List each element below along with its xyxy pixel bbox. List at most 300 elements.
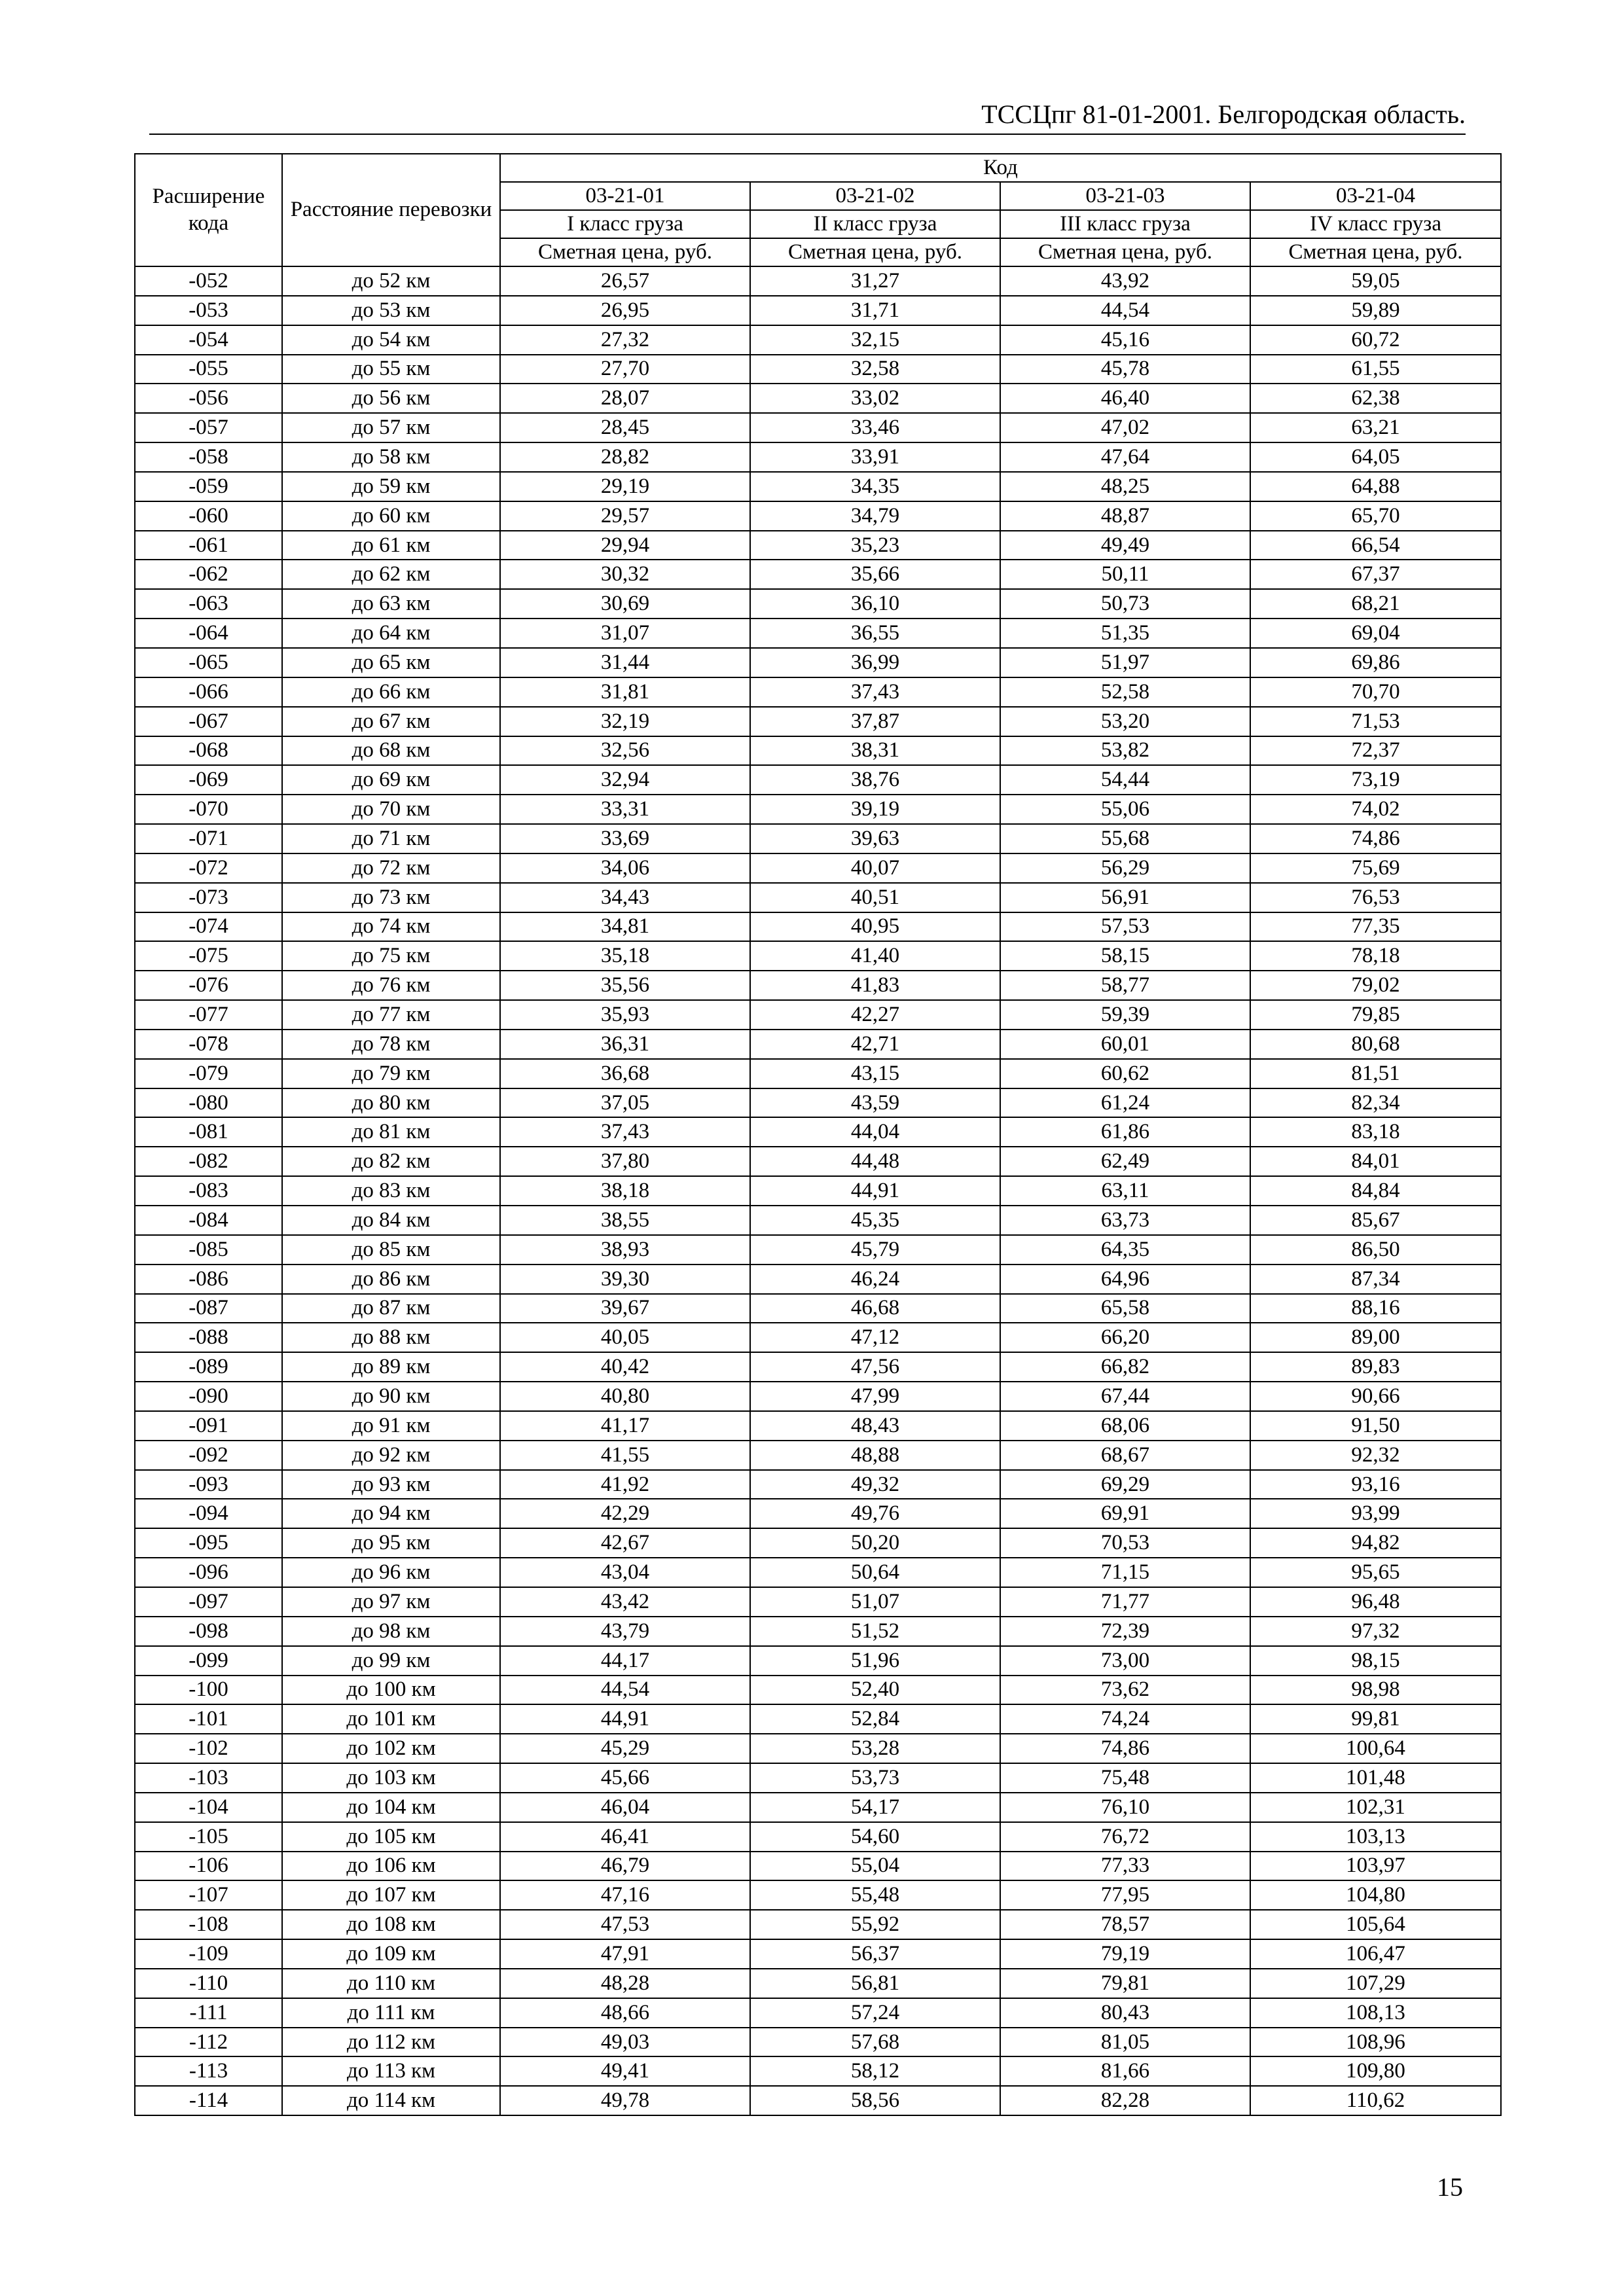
price-class-4-cell: 105,64 <box>1250 1910 1501 1939</box>
table-row <box>135 619 1501 648</box>
code-extension-cell: -093 <box>135 1470 282 1499</box>
table-body <box>135 266 1501 2115</box>
price-class-3-cell: 75,48 <box>1000 1763 1250 1793</box>
code-extension-cell: -097 <box>135 1587 282 1617</box>
price-class-2-cell: 46,68 <box>750 1294 1000 1323</box>
price-class-3-cell: 48,87 <box>1000 501 1250 531</box>
distance-cell: до 71 км <box>282 824 500 853</box>
price-class-4-cell: 106,47 <box>1250 1939 1501 1969</box>
price-class-2-cell: 33,02 <box>750 384 1000 413</box>
price-class-2-cell: 50,20 <box>750 1528 1000 1558</box>
code-extension-cell: -110 <box>135 1969 282 1998</box>
table-row <box>135 1822 1501 1852</box>
price-class-4-cell: 71,53 <box>1250 707 1501 736</box>
price-class-2-cell: 55,48 <box>750 1880 1000 1910</box>
code-extension-cell: -069 <box>135 765 282 795</box>
price-class-3-cell: 53,82 <box>1000 736 1250 766</box>
distance-cell: до 84 км <box>282 1206 500 1235</box>
table-row <box>135 325 1501 355</box>
page-number: 15 <box>1437 2172 1463 2202</box>
price-class-1-cell: 38,18 <box>500 1176 750 1206</box>
price-class-1-cell: 44,91 <box>500 1704 750 1734</box>
price-class-3-cell: 57,53 <box>1000 912 1250 942</box>
table-row <box>135 1910 1501 1939</box>
code-extension-cell: -058 <box>135 442 282 472</box>
price-class-3-cell: 68,06 <box>1000 1411 1250 1441</box>
table-row <box>135 1704 1501 1734</box>
price-class-1-cell: 40,80 <box>500 1382 750 1411</box>
distance-cell: до 77 км <box>282 1000 500 1030</box>
price-class-4-cell: 65,70 <box>1250 501 1501 531</box>
price-class-4-cell: 104,80 <box>1250 1880 1501 1910</box>
price-class-3-cell: 72,39 <box>1000 1617 1250 1646</box>
price-class-2-cell: 51,52 <box>750 1617 1000 1646</box>
price-class-1-cell: 42,29 <box>500 1499 750 1528</box>
distance-cell: до 95 км <box>282 1528 500 1558</box>
code-extension-cell: -053 <box>135 296 282 325</box>
distance-cell: до 68 км <box>282 736 500 766</box>
col-header-extension: Расширение кода <box>135 154 282 266</box>
price-class-4-cell: 80,68 <box>1250 1030 1501 1059</box>
code-extension-cell: -103 <box>135 1763 282 1793</box>
distance-cell: до 94 км <box>282 1499 500 1528</box>
code-extension-cell: -084 <box>135 1206 282 1235</box>
distance-cell: до 60 км <box>282 501 500 531</box>
price-class-2-cell: 58,12 <box>750 2056 1000 2086</box>
price-class-2-cell: 36,10 <box>750 589 1000 619</box>
table-row <box>135 1294 1501 1323</box>
price-class-4-cell: 61,55 <box>1250 355 1501 384</box>
distance-cell: до 63 км <box>282 589 500 619</box>
price-class-2-cell: 55,92 <box>750 1910 1000 1939</box>
code-extension-cell: -063 <box>135 589 282 619</box>
document-title: ТССЦпг 81-01-2001. Белгородская область. <box>981 99 1466 129</box>
table-row <box>135 707 1501 736</box>
table-row <box>135 824 1501 853</box>
price-class-3-cell: 76,72 <box>1000 1822 1250 1852</box>
price-table <box>134 153 1502 2116</box>
price-class-1-cell: 47,53 <box>500 1910 750 1939</box>
distance-cell: до 98 км <box>282 1617 500 1646</box>
price-class-4-cell: 78,18 <box>1250 941 1501 971</box>
price-class-1-cell: 31,07 <box>500 619 750 648</box>
code-extension-cell: -075 <box>135 941 282 971</box>
distance-cell: до 109 км <box>282 1939 500 1969</box>
price-class-1-cell: 26,95 <box>500 296 750 325</box>
price-class-1-cell: 35,18 <box>500 941 750 971</box>
code-extension-cell: -109 <box>135 1939 282 1969</box>
price-class-4-cell: 99,81 <box>1250 1704 1501 1734</box>
price-class-2-cell: 33,91 <box>750 442 1000 472</box>
table-row <box>135 941 1501 971</box>
price-class-2-cell: 35,23 <box>750 531 1000 560</box>
distance-cell: до 105 км <box>282 1822 500 1852</box>
code-extension-cell: -106 <box>135 1852 282 1881</box>
distance-cell: до 59 км <box>282 472 500 501</box>
price-class-3-cell: 43,92 <box>1000 266 1250 296</box>
price-class-3-cell: 79,81 <box>1000 1969 1250 1998</box>
price-class-1-cell: 37,05 <box>500 1088 750 1118</box>
distance-cell: до 107 км <box>282 1880 500 1910</box>
distance-cell: до 66 км <box>282 677 500 707</box>
table-row <box>135 1646 1501 1676</box>
table-row <box>135 1265 1501 1294</box>
price-class-3-cell: 64,35 <box>1000 1235 1250 1265</box>
table-row <box>135 736 1501 766</box>
price-class-2-cell: 56,37 <box>750 1939 1000 1969</box>
price-class-2-cell: 53,73 <box>750 1763 1000 1793</box>
price-class-1-cell: 29,94 <box>500 531 750 560</box>
price-class-1-cell: 44,17 <box>500 1646 750 1676</box>
price-class-1-cell: 43,42 <box>500 1587 750 1617</box>
price-class-4-cell: 86,50 <box>1250 1235 1501 1265</box>
price-class-4-cell: 74,86 <box>1250 824 1501 853</box>
price-class-2-cell: 46,24 <box>750 1265 1000 1294</box>
price-class-1-cell: 27,32 <box>500 325 750 355</box>
price-class-2-cell: 42,71 <box>750 1030 1000 1059</box>
table-row <box>135 883 1501 912</box>
price-class-4-cell: 75,69 <box>1250 853 1501 883</box>
price-class-4-cell: 69,86 <box>1250 648 1501 677</box>
price-class-4-cell: 100,64 <box>1250 1734 1501 1763</box>
price-class-3-cell: 74,24 <box>1000 1704 1250 1734</box>
price-label: Сметная цена, руб. <box>1000 238 1250 266</box>
distance-cell: до 62 км <box>282 560 500 589</box>
price-class-2-cell: 51,96 <box>750 1646 1000 1676</box>
price-class-4-cell: 81,51 <box>1250 1059 1501 1088</box>
distance-cell: до 90 км <box>282 1382 500 1411</box>
price-class-2-cell: 53,28 <box>750 1734 1000 1763</box>
price-class-4-cell: 87,34 <box>1250 1265 1501 1294</box>
code-extension-cell: -092 <box>135 1441 282 1470</box>
price-class-4-cell: 83,18 <box>1250 1117 1501 1147</box>
price-class-4-cell: 62,38 <box>1250 384 1501 413</box>
price-class-3-cell: 67,44 <box>1000 1382 1250 1411</box>
distance-cell: до 102 км <box>282 1734 500 1763</box>
price-class-4-cell: 59,89 <box>1250 296 1501 325</box>
price-class-4-cell: 68,21 <box>1250 589 1501 619</box>
price-class-1-cell: 39,30 <box>500 1265 750 1294</box>
code-extension-cell: -083 <box>135 1176 282 1206</box>
price-class-4-cell: 79,85 <box>1250 1000 1501 1030</box>
code-extension-cell: -074 <box>135 912 282 942</box>
price-class-3-cell: 50,73 <box>1000 589 1250 619</box>
code-extension-cell: -089 <box>135 1352 282 1382</box>
distance-cell: до 99 км <box>282 1646 500 1676</box>
price-class-1-cell: 28,82 <box>500 442 750 472</box>
price-class-2-cell: 54,17 <box>750 1793 1000 1822</box>
price-class-1-cell: 40,05 <box>500 1323 750 1352</box>
price-class-3-cell: 63,73 <box>1000 1206 1250 1235</box>
price-class-4-cell: 66,54 <box>1250 531 1501 560</box>
distance-cell: до 73 км <box>282 883 500 912</box>
class-code: 03-21-02 <box>750 182 1000 210</box>
price-class-1-cell: 34,43 <box>500 883 750 912</box>
code-extension-cell: -056 <box>135 384 282 413</box>
price-label: Сметная цена, руб. <box>500 238 750 266</box>
price-class-4-cell: 88,16 <box>1250 1294 1501 1323</box>
distance-cell: до 55 км <box>282 355 500 384</box>
table-row <box>135 1323 1501 1352</box>
code-extension-cell: -077 <box>135 1000 282 1030</box>
distance-cell: до 108 км <box>282 1910 500 1939</box>
price-class-4-cell: 93,16 <box>1250 1470 1501 1499</box>
distance-cell: до 64 км <box>282 619 500 648</box>
distance-cell: до 100 км <box>282 1676 500 1705</box>
code-extension-cell: -086 <box>135 1265 282 1294</box>
price-class-4-cell: 109,80 <box>1250 2056 1501 2086</box>
table-row <box>135 765 1501 795</box>
price-class-3-cell: 49,49 <box>1000 531 1250 560</box>
price-class-1-cell: 46,04 <box>500 1793 750 1822</box>
price-class-1-cell: 34,81 <box>500 912 750 942</box>
table-row <box>135 1793 1501 1822</box>
col-header-code-group: Код <box>500 154 1501 182</box>
price-class-4-cell: 101,48 <box>1250 1763 1501 1793</box>
distance-cell: до 93 км <box>282 1470 500 1499</box>
distance-cell: до 85 км <box>282 1235 500 1265</box>
price-class-2-cell: 36,99 <box>750 648 1000 677</box>
table-row <box>135 1382 1501 1411</box>
price-class-3-cell: 66,20 <box>1000 1323 1250 1352</box>
col-header-distance: Расстояние перевозки <box>282 154 500 266</box>
price-class-4-cell: 67,37 <box>1250 560 1501 589</box>
price-class-4-cell: 103,97 <box>1250 1852 1501 1881</box>
price-class-3-cell: 64,96 <box>1000 1265 1250 1294</box>
price-class-1-cell: 32,56 <box>500 736 750 766</box>
price-class-2-cell: 40,95 <box>750 912 1000 942</box>
table-row <box>135 1470 1501 1499</box>
distance-cell: до 87 км <box>282 1294 500 1323</box>
distance-cell: до 69 км <box>282 765 500 795</box>
distance-cell: до 114 км <box>282 2086 500 2115</box>
price-class-4-cell: 93,99 <box>1250 1499 1501 1528</box>
price-class-2-cell: 48,43 <box>750 1411 1000 1441</box>
price-class-1-cell: 35,56 <box>500 971 750 1000</box>
price-class-2-cell: 49,76 <box>750 1499 1000 1528</box>
distance-cell: до 70 км <box>282 795 500 824</box>
price-class-3-cell: 70,53 <box>1000 1528 1250 1558</box>
price-class-1-cell: 43,79 <box>500 1617 750 1646</box>
price-class-3-cell: 58,77 <box>1000 971 1250 1000</box>
distance-cell: до 96 км <box>282 1558 500 1587</box>
code-extension-cell: -079 <box>135 1059 282 1088</box>
price-class-2-cell: 40,07 <box>750 853 1000 883</box>
price-class-3-cell: 51,35 <box>1000 619 1250 648</box>
price-class-3-cell: 74,86 <box>1000 1734 1250 1763</box>
price-class-1-cell: 31,44 <box>500 648 750 677</box>
price-class-4-cell: 85,67 <box>1250 1206 1501 1235</box>
price-class-3-cell: 47,02 <box>1000 413 1250 442</box>
code-extension-cell: -061 <box>135 531 282 560</box>
cargo-class: II класс груза <box>750 210 1000 238</box>
code-extension-cell: -068 <box>135 736 282 766</box>
table-row <box>135 296 1501 325</box>
price-class-4-cell: 94,82 <box>1250 1528 1501 1558</box>
code-extension-cell: -104 <box>135 1793 282 1822</box>
code-extension-cell: -088 <box>135 1323 282 1352</box>
distance-cell: до 72 км <box>282 853 500 883</box>
price-class-2-cell: 45,79 <box>750 1235 1000 1265</box>
code-extension-cell: -062 <box>135 560 282 589</box>
price-class-1-cell: 37,43 <box>500 1117 750 1147</box>
price-class-4-cell: 84,84 <box>1250 1176 1501 1206</box>
price-class-2-cell: 37,43 <box>750 677 1000 707</box>
table-row <box>135 589 1501 619</box>
code-extension-cell: -099 <box>135 1646 282 1676</box>
cargo-class: III класс груза <box>1000 210 1250 238</box>
price-class-4-cell: 63,21 <box>1250 413 1501 442</box>
price-class-1-cell: 29,57 <box>500 501 750 531</box>
price-class-1-cell: 32,19 <box>500 707 750 736</box>
price-class-2-cell: 31,27 <box>750 266 1000 296</box>
table-row <box>135 1059 1501 1088</box>
price-class-4-cell: 77,35 <box>1250 912 1501 942</box>
code-extension-cell: -087 <box>135 1294 282 1323</box>
price-class-1-cell: 31,81 <box>500 677 750 707</box>
price-class-3-cell: 82,28 <box>1000 2086 1250 2115</box>
price-label: Сметная цена, руб. <box>1250 238 1501 266</box>
price-class-1-cell: 48,28 <box>500 1969 750 1998</box>
distance-cell: до 56 км <box>282 384 500 413</box>
price-class-4-cell: 64,88 <box>1250 472 1501 501</box>
distance-cell: до 113 км <box>282 2056 500 2086</box>
price-class-2-cell: 44,91 <box>750 1176 1000 1206</box>
price-class-1-cell: 33,31 <box>500 795 750 824</box>
table-row <box>135 2056 1501 2086</box>
price-class-4-cell: 110,62 <box>1250 2086 1501 2115</box>
code-extension-cell: -080 <box>135 1088 282 1118</box>
price-class-4-cell: 60,72 <box>1250 325 1501 355</box>
distance-cell: до 103 км <box>282 1763 500 1793</box>
price-class-3-cell: 52,58 <box>1000 677 1250 707</box>
distance-cell: до 53 км <box>282 296 500 325</box>
price-class-2-cell: 54,60 <box>750 1822 1000 1852</box>
price-class-2-cell: 41,83 <box>750 971 1000 1000</box>
table-row <box>135 413 1501 442</box>
price-class-2-cell: 41,40 <box>750 941 1000 971</box>
distance-cell: до 97 км <box>282 1587 500 1617</box>
price-class-1-cell: 30,69 <box>500 589 750 619</box>
price-class-3-cell: 77,95 <box>1000 1880 1250 1910</box>
table-row <box>135 1499 1501 1528</box>
distance-cell: до 89 км <box>282 1352 500 1382</box>
price-class-1-cell: 41,92 <box>500 1470 750 1499</box>
price-class-1-cell: 28,45 <box>500 413 750 442</box>
table-row <box>135 1558 1501 1587</box>
table-row <box>135 1676 1501 1705</box>
price-class-3-cell: 46,40 <box>1000 384 1250 413</box>
distance-cell: до 79 км <box>282 1059 500 1088</box>
distance-cell: до 76 км <box>282 971 500 1000</box>
table-row <box>135 1441 1501 1470</box>
price-class-1-cell: 27,70 <box>500 355 750 384</box>
code-extension-cell: -112 <box>135 2028 282 2057</box>
price-class-1-cell: 29,19 <box>500 472 750 501</box>
table-row <box>135 560 1501 589</box>
price-class-4-cell: 95,65 <box>1250 1558 1501 1587</box>
table-row <box>135 853 1501 883</box>
code-extension-cell: -113 <box>135 2056 282 2086</box>
price-class-4-cell: 97,32 <box>1250 1617 1501 1646</box>
table-row <box>135 1030 1501 1059</box>
class-code: 03-21-04 <box>1250 182 1501 210</box>
price-class-3-cell: 51,97 <box>1000 648 1250 677</box>
price-class-3-cell: 44,54 <box>1000 296 1250 325</box>
table-row <box>135 971 1501 1000</box>
price-class-2-cell: 37,87 <box>750 707 1000 736</box>
price-class-4-cell: 79,02 <box>1250 971 1501 1000</box>
price-class-2-cell: 32,58 <box>750 355 1000 384</box>
code-extension-cell: -098 <box>135 1617 282 1646</box>
distance-cell: до 65 км <box>282 648 500 677</box>
price-class-3-cell: 77,33 <box>1000 1852 1250 1881</box>
price-class-1-cell: 49,41 <box>500 2056 750 2086</box>
price-class-2-cell: 43,15 <box>750 1059 1000 1088</box>
price-class-1-cell: 35,93 <box>500 1000 750 1030</box>
price-class-2-cell: 57,68 <box>750 2028 1000 2057</box>
price-class-3-cell: 45,78 <box>1000 355 1250 384</box>
table-row <box>135 795 1501 824</box>
price-class-2-cell: 34,79 <box>750 501 1000 531</box>
table-row <box>135 384 1501 413</box>
code-extension-cell: -076 <box>135 971 282 1000</box>
price-class-3-cell: 61,86 <box>1000 1117 1250 1147</box>
distance-cell: до 80 км <box>282 1088 500 1118</box>
distance-cell: до 88 км <box>282 1323 500 1352</box>
price-class-4-cell: 90,66 <box>1250 1382 1501 1411</box>
code-extension-cell: -107 <box>135 1880 282 1910</box>
distance-cell: до 82 км <box>282 1147 500 1176</box>
table-row <box>135 1088 1501 1118</box>
price-class-2-cell: 52,40 <box>750 1676 1000 1705</box>
code-extension-cell: -081 <box>135 1117 282 1147</box>
distance-cell: до 83 км <box>282 1176 500 1206</box>
table-row <box>135 1000 1501 1030</box>
price-class-1-cell: 45,29 <box>500 1734 750 1763</box>
code-extension-cell: -072 <box>135 853 282 883</box>
price-class-4-cell: 89,83 <box>1250 1352 1501 1382</box>
price-class-4-cell: 72,37 <box>1250 736 1501 766</box>
table-row <box>135 1147 1501 1176</box>
table-row <box>135 912 1501 942</box>
distance-cell: до 110 км <box>282 1969 500 1998</box>
distance-cell: до 104 км <box>282 1793 500 1822</box>
price-class-2-cell: 32,15 <box>750 325 1000 355</box>
price-class-1-cell: 49,78 <box>500 2086 750 2115</box>
code-extension-cell: -065 <box>135 648 282 677</box>
price-class-4-cell: 64,05 <box>1250 442 1501 472</box>
code-extension-cell: -052 <box>135 266 282 296</box>
price-class-2-cell: 43,59 <box>750 1088 1000 1118</box>
cargo-class: I класс груза <box>500 210 750 238</box>
price-class-1-cell: 48,66 <box>500 1998 750 2028</box>
price-class-2-cell: 44,04 <box>750 1117 1000 1147</box>
code-extension-cell: -059 <box>135 472 282 501</box>
price-class-3-cell: 55,06 <box>1000 795 1250 824</box>
price-class-4-cell: 69,04 <box>1250 619 1501 648</box>
price-class-3-cell: 66,82 <box>1000 1352 1250 1382</box>
price-class-1-cell: 33,69 <box>500 824 750 853</box>
price-class-1-cell: 38,55 <box>500 1206 750 1235</box>
table-row <box>135 648 1501 677</box>
price-class-1-cell: 46,41 <box>500 1822 750 1852</box>
price-class-3-cell: 56,29 <box>1000 853 1250 883</box>
price-class-4-cell: 102,31 <box>1250 1793 1501 1822</box>
price-class-2-cell: 58,56 <box>750 2086 1000 2115</box>
price-class-3-cell: 60,01 <box>1000 1030 1250 1059</box>
price-class-3-cell: 48,25 <box>1000 472 1250 501</box>
